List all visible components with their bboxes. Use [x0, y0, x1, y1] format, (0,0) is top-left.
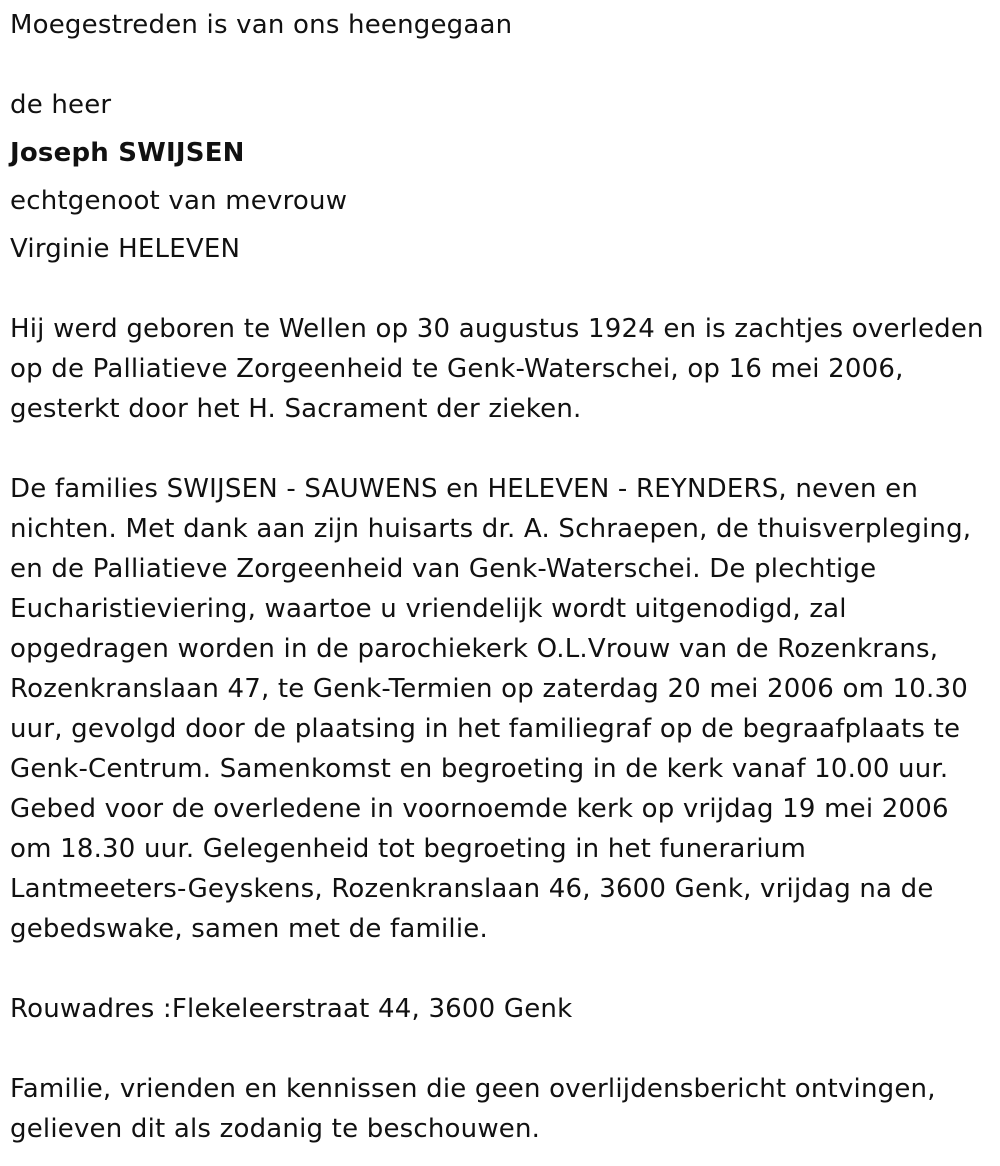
salutation-text: de heer — [10, 90, 112, 120]
paragraph-line: om 18.30 uur. Gelegenheid tot begroeting in het funerarium — [10, 834, 806, 864]
paragraph-line: en de Palliatieve Zorgeenheid van Genk-Waterschei. De plechtige — [10, 554, 877, 584]
deceased-name: Joseph SWIJSEN — [10, 138, 245, 168]
paragraph-line: gesterkt door het H. Sacrament der zieken. — [10, 394, 582, 424]
paragraph-line: gelieven dit als zodanig te beschouwen. — [10, 1114, 541, 1144]
paragraph-line: gebedswake, samen met de familie. — [10, 914, 488, 944]
paragraph-line: nichten. Met dank aan zijn huisarts dr. A. Schraepen, de thuisverpleging, — [10, 514, 972, 544]
paragraph-line: Lantmeeters-Geyskens, Rozenkranslaan 46, 3600 Genk, vrijdag na de — [10, 874, 934, 904]
spouse-name: Virginie HELEVEN — [10, 234, 241, 264]
paragraph-line: uur, gevolgd door de plaatsing in het familiegraf op de begraafplaats te — [10, 714, 961, 744]
paragraph-line: De families SWIJSEN - SAUWENS en HELEVEN - REYNDERS, neven en — [10, 474, 919, 504]
birth-paragraph — [10, 309, 995, 429]
intro-text: Moegestreden is van ons heengegaan — [10, 10, 513, 40]
paragraph-line: op de Palliatieve Zorgeenheid te Genk-Waterschei, op 16 mei 2006, — [10, 354, 904, 384]
family-paragraph — [10, 469, 995, 949]
paragraph-line: Familie, vrienden en kennissen die geen overlijdensbericht ontvingen, — [10, 1074, 936, 1104]
closing-paragraph — [10, 1069, 995, 1149]
paragraph-line: opgedragen worden in de parochiekerk O.L.Vrouw van de Rozenkrans, — [10, 634, 939, 664]
mourning-address — [10, 989, 995, 1029]
spouse-label: echtgenoot van mevrouw — [10, 186, 348, 216]
paragraph-line: Gebed voor de overledene in voornoemde kerk op vrijdag 19 mei 2006 — [10, 794, 949, 824]
paragraph-line: Rouwadres :Flekeleerstraat 44, 3600 Genk — [10, 994, 573, 1024]
paragraph-line: Rozenkranslaan 47, te Genk-Termien op zaterdag 20 mei 2006 om 10.30 — [10, 674, 968, 704]
paragraph-line: Genk-Centrum. Samenkomst en begroeting in de kerk vanaf 10.00 uur. — [10, 754, 949, 784]
paragraph-line: Eucharistieviering, waartoe u vriendelijk wordt uitgenodigd, zal — [10, 594, 847, 624]
paragraph-line: Hij werd geboren te Wellen op 30 augustus 1924 en is zachtjes overleden — [10, 314, 984, 344]
